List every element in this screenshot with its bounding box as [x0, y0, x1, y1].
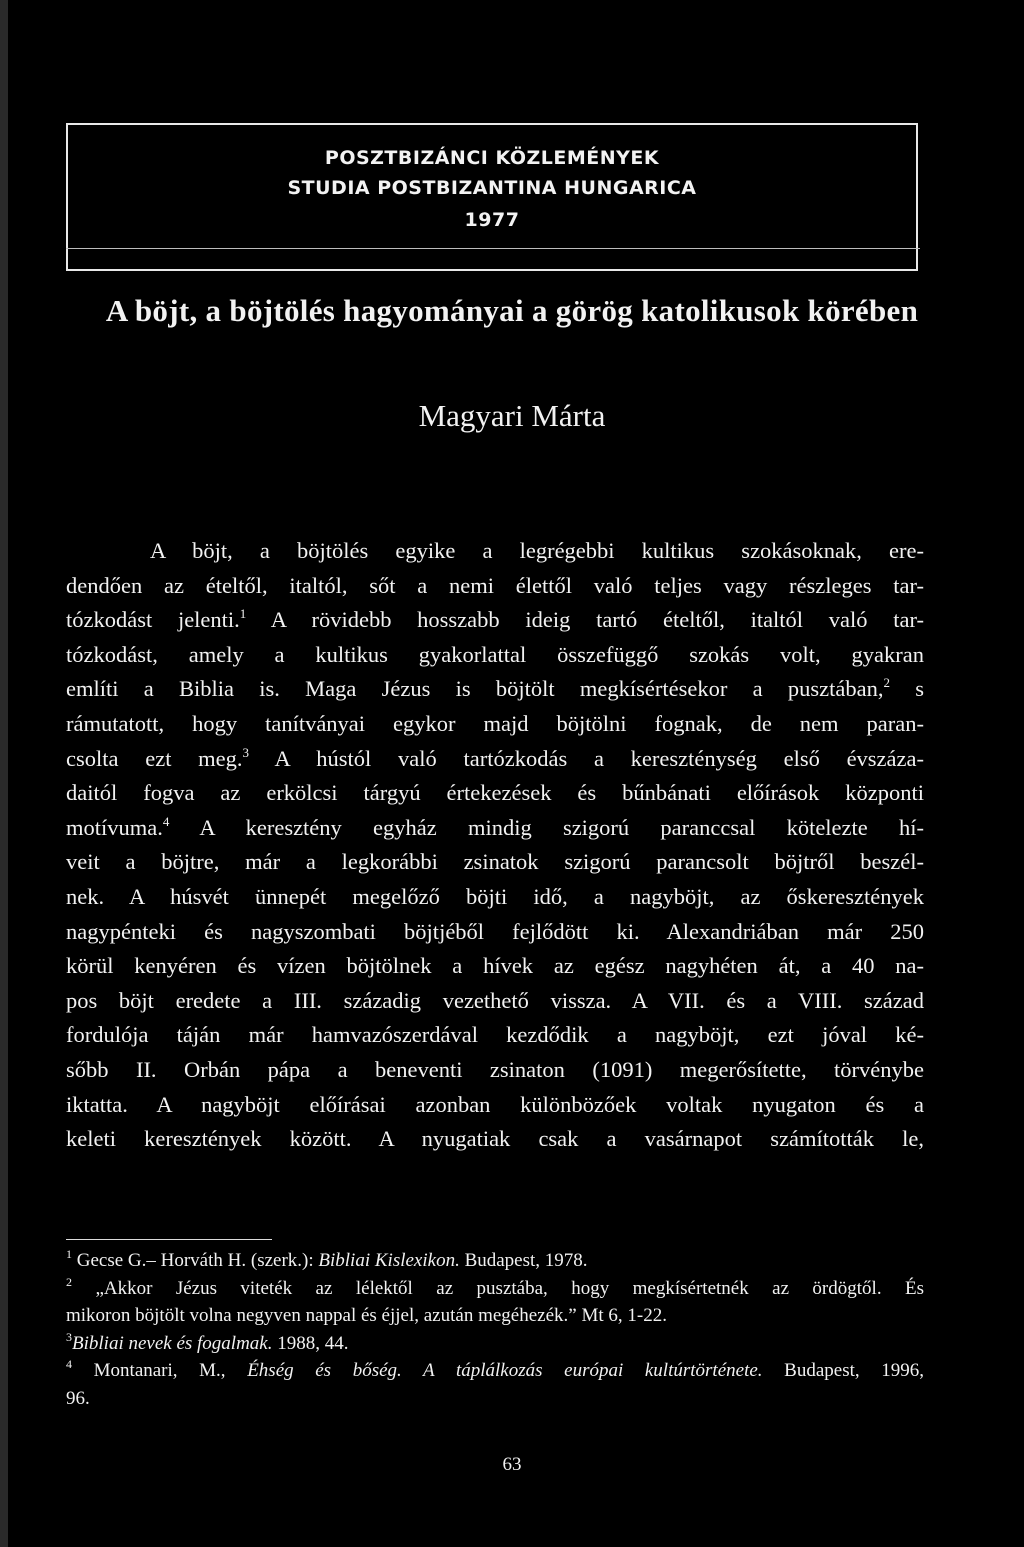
footnote-number: 4 [66, 1357, 72, 1371]
body-line [66, 1053, 924, 1088]
body-text-run: pos böjt eredete a III. századig vezethető vissza. A VII. és a VIII. század [66, 987, 924, 1013]
article-body [66, 534, 924, 1157]
footnote-italic-title: Éhség és bőség. A táplálkozás európai kultúrtörténete. [247, 1360, 763, 1381]
body-text-run: A keresztény egyház mindig szigorú paranccsal kötelezte hí- [169, 814, 924, 840]
body-text-run: rámutatott, hogy tanítványai egykor majd böjtölni fognak, de nem paran- [66, 710, 924, 736]
footnote-italic-title: Bibliai nevek és fogalmak. [72, 1332, 273, 1354]
footnote-number: 2 [66, 1274, 72, 1289]
body-text-run: sőbb II. Orbán pápa a beneventi zsinaton (1091) megerősítette, törvénybe [66, 1056, 924, 1082]
body-text-run: tózkodást, amely a kultikus gyakorlattal összefüggő szokás volt, gyakran [66, 641, 924, 667]
footnote-ref-3: 3 [242, 744, 250, 760]
footnote-ref-1: 1 [239, 606, 247, 622]
body-text-run: nagypénteki és nagyszombati böjtjéből fejlődött ki. Alexandriában már 250 [66, 918, 924, 944]
body-line [66, 880, 924, 915]
body-line [66, 811, 924, 846]
body-line [66, 638, 924, 673]
body-line [66, 742, 924, 777]
body-text-run: csolta ezt meg. [66, 745, 243, 771]
footnote-text: 1988, 44. [272, 1332, 349, 1354]
footnote-2 [66, 1275, 924, 1303]
body-text-run: daitól fogva az erkölcsi tárgyú értekezések és bűnbánati előírások központi [66, 780, 924, 806]
footnote-number: 1 [66, 1247, 72, 1261]
body-text-run: említi a Biblia is. [66, 676, 280, 702]
journal-title-latin: STUDIA POSTBIZANTINA HUNGARICA [287, 177, 697, 199]
footnote-2-continued [66, 1302, 924, 1330]
footnote-ref-2: 2 [883, 675, 890, 691]
body-line [66, 603, 924, 638]
footnote-text: Montanari, M., [93, 1360, 248, 1381]
masthead-bottom-rule [66, 248, 920, 249]
body-line [66, 672, 924, 707]
footnote-text: 96. [66, 1387, 90, 1409]
footnote-italic-title: Bibliai Kislexikon. [318, 1250, 460, 1271]
body-text-run: fordulója táján már hamvazószerdával kezdődik a nagyböjt, ezt jóval ké- [66, 1022, 924, 1048]
footnote-text: Budapest, 1996, [762, 1360, 924, 1381]
article-author: Magyari Márta [418, 398, 606, 433]
footnote-1 [66, 1247, 924, 1275]
body-text-run: A böjt, a böjtölés egyike a legrégebbi kultikus szokásoknak, ere- [150, 538, 924, 563]
footnote-number: 3 [66, 1329, 72, 1344]
body-text-run: tózkodást jelenti. [66, 607, 240, 633]
body-text-run: körül kenyéren és vízen böjtölnek a hívek az egész nagyhéten át, a 40 na- [66, 953, 924, 979]
body-text-run: s [889, 676, 924, 702]
body-line [66, 915, 924, 950]
body-text-run: nek. A húsvét ünnepét megelőző böjti idő, a nagyböjt, az őskeresztények [66, 883, 924, 909]
body-line [66, 776, 924, 811]
body-line [66, 707, 924, 742]
footnote-text: Gecse G.– Horváth H. (szerk.): [76, 1250, 319, 1271]
body-line [66, 534, 924, 569]
footnote-text: mikoron böjtölt volna negyven nappal és éjjel, azután megéhezék.” Mt 6, 1-22. [66, 1305, 667, 1326]
journal-title-hungarian: POSZTBIZÁNCI KÖZLEMÉNYEK [324, 147, 660, 169]
footnotes [66, 1247, 924, 1412]
footnote-separator [66, 1239, 272, 1240]
footnote-text: Budapest, 1978. [459, 1250, 588, 1271]
body-text-run: Maga Jézus is böjtölt megkísértésekor a pusztában, [279, 676, 884, 702]
footnote-4 [66, 1357, 924, 1385]
body-line [66, 845, 924, 880]
body-text-run: dendően az ételtől, italtól, sőt a nemi élettől való teljes vagy részleges tar- [66, 572, 924, 598]
body-text-run: iktatta. A nagyböjt előírásai azonban különbözőek voltak nyugaton és a [66, 1091, 924, 1117]
footnote-4-continued [66, 1385, 924, 1413]
body-line [66, 1018, 924, 1053]
footnote-ref-4: 4 [162, 813, 170, 829]
journal-year: 1977 [464, 209, 520, 231]
body-line [66, 984, 924, 1019]
page-number: 63 [502, 1454, 522, 1475]
body-text-run: keleti keresztények között. A nyugatiak csak a vasárnapot számították le, [66, 1126, 924, 1152]
body-text-run: veit a böjtre, már a legkorábbi zsinatok szigorú parancsolt böjtről beszél- [66, 849, 924, 875]
body-text-run: A hústól való tartózkodás a kereszténység első évszáza- [249, 745, 924, 771]
body-text-run: motívuma. [66, 814, 163, 840]
body-line [66, 949, 924, 984]
article-title: A böjt, a böjtölés hagyományai a görög katolikusok körében [105, 293, 919, 328]
footnote-3 [66, 1330, 924, 1358]
scan-left-edge [0, 0, 8, 1547]
body-text-run: A rövidebb hosszabb ideig tartó ételtől, italtól való tar- [246, 607, 924, 633]
body-line [66, 1088, 924, 1123]
body-line [66, 1122, 924, 1157]
body-line [66, 569, 924, 604]
footnote-text: „Akkor Jézus viteték az lélektől az pusztába, hogy megkísértetnék az ördögtől. És [95, 1277, 924, 1299]
